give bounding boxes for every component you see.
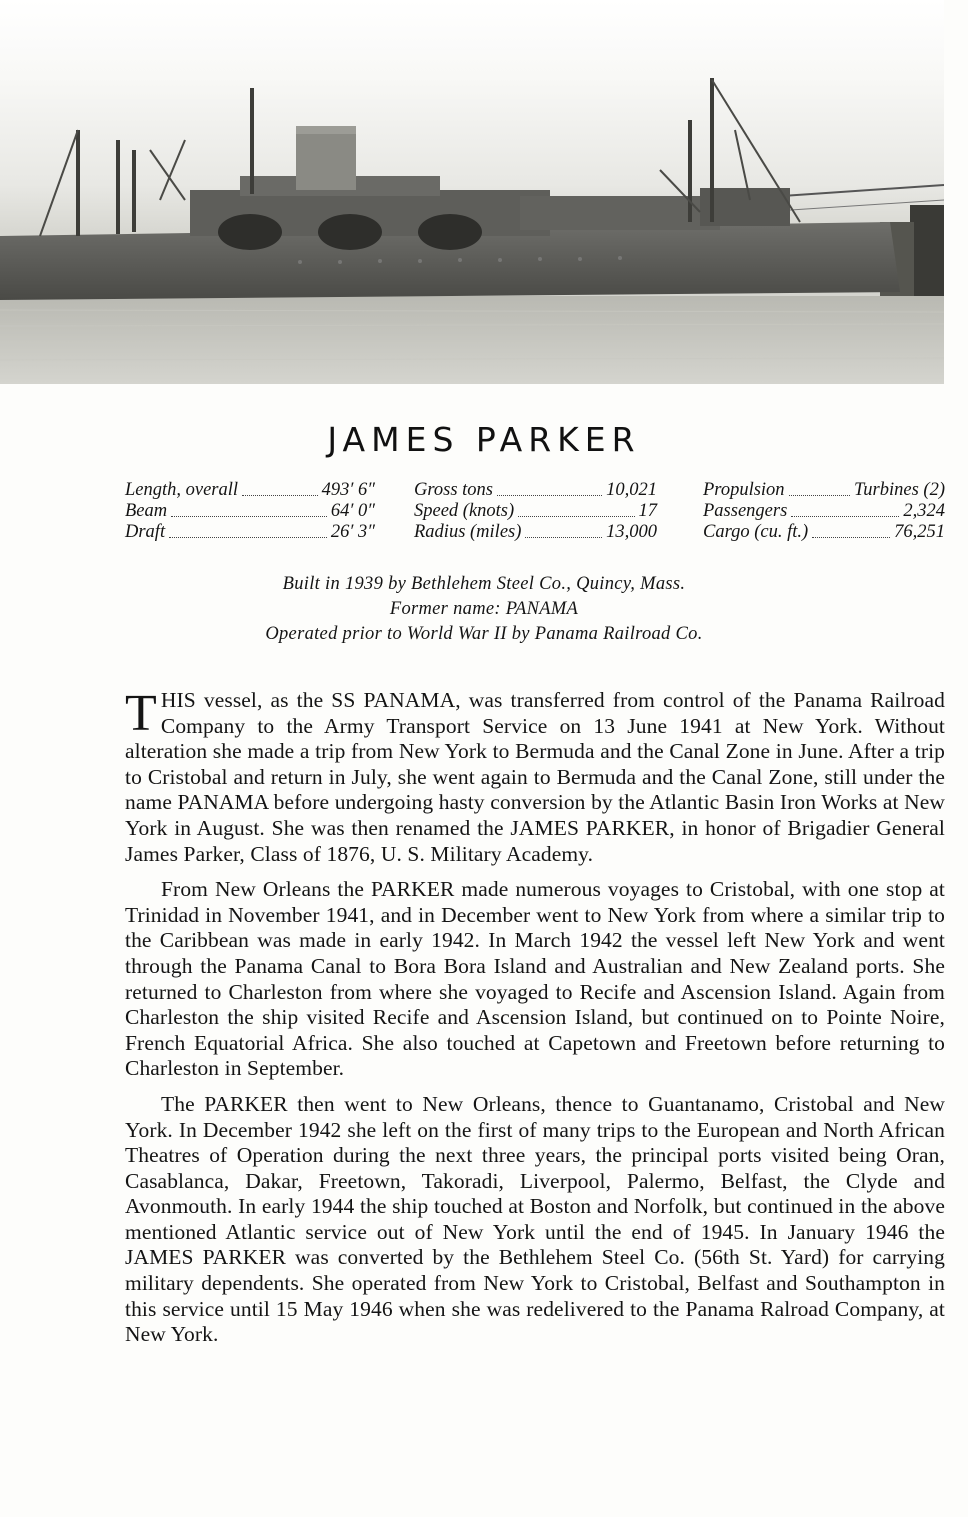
spec-value: Turbines (2) bbox=[854, 480, 945, 500]
spec-row bbox=[703, 522, 945, 543]
specs-column-capacity bbox=[703, 480, 945, 543]
specs-column-performance bbox=[414, 480, 657, 543]
spec-value: 26′ 3″ bbox=[330, 522, 375, 542]
spec-label: Length, overall bbox=[125, 480, 239, 500]
spec-row bbox=[703, 501, 945, 522]
spec-label: Cargo (cu. ft.) bbox=[703, 522, 809, 542]
spec-value: 2,324 bbox=[903, 501, 945, 521]
paragraph-text: HIS vessel, as the SS PANAMA, was transferred from control of the Panama Railroad Company to the Army Transport Service on 13 June 1941 at New York. Without alteration she made a trip from New York to Bermuda and the Canal Zone in June. After a trip to Cristobal and return in July, she went again to Bermuda and the Canal Zone, still under the name PANAMA before undergoing hasty conversion by the Atlantic Basin Iron Works at New York in August. She was then renamed the JAMES PARKER, in honor of Brigadier General James Parker, Class of 1876, U. S. Military Academy. bbox=[125, 688, 945, 866]
spec-row bbox=[125, 522, 375, 543]
paragraph bbox=[125, 685, 945, 867]
spec-label: Propulsion bbox=[703, 480, 785, 500]
history-text bbox=[125, 685, 945, 1358]
operated-line: Operated prior to World War II by Panama Railroad Co. bbox=[265, 624, 703, 644]
spec-value: 76,251 bbox=[894, 522, 945, 542]
paragraph: The PARKER then went to New Orleans, thence to Guantanamo, Cristobal and New York. In December 1942 she left on the first of many trips to the European and North African Theatres of Operation during the next three years, the principal ports visited being Oran, Casablanca, Dakar, Freetown, Takoradi, Liverpool, Palermo, Belfast, the Clyde and Avonmouth. In early 1944 the ship touched at Boston and Norfolk, but continued in the above mentioned Atlantic service out of New York until the end of 1945. In January 1946 the JAMES PARKER was converted by the Bethlehem Steel Co. (56th St. Yard) for carrying military dependents. She operated from New York to Cristobal, Belfast and Southampton in this service until 15 May 1946 when she was redelivered to the Panama Ralroad Company, at New York. bbox=[125, 1091, 945, 1347]
spec-label: Speed (knots) bbox=[414, 501, 515, 521]
spec-value: 13,000 bbox=[606, 522, 657, 542]
spec-row bbox=[414, 522, 657, 543]
spec-row bbox=[125, 501, 375, 522]
build-info bbox=[0, 572, 968, 647]
spec-row bbox=[703, 480, 945, 501]
paragraph: From New Orleans the PARKER made numerous voyages to Cristobal, with one stop at Trinidad in November 1941, and in December went to New York from where a similar trip to the Caribbean was made in early 1942. In March 1942 the vessel left New York and went through the Panama Canal to Bora Bora Island and Australian and New Zealand ports. She returned to Charleston from where she voyaged to Recife and Ascension Island. Again from Charleston the ship visited Recife and Ascension Island, but continued on to Pointe Noire, French Equatorial Africa. She also touched at Capetown and Freetown before returning to Charleston in September. bbox=[125, 877, 945, 1081]
ship-photo bbox=[0, 0, 944, 384]
drop-cap: T bbox=[125, 685, 157, 742]
built-line: Built in 1939 by Bethlehem Steel Co., Quincy, Mass. bbox=[282, 574, 686, 594]
spec-label: Radius (miles) bbox=[414, 522, 522, 542]
spec-label: Passengers bbox=[703, 501, 788, 521]
spec-value: 64′ 0″ bbox=[330, 501, 375, 521]
spec-row bbox=[125, 480, 375, 501]
spec-row bbox=[414, 480, 657, 501]
spec-label: Gross tons bbox=[414, 480, 493, 500]
former-name-line: Former name: PANAMA bbox=[389, 599, 579, 619]
spec-value: 493′ 6″ bbox=[321, 480, 375, 500]
ship-name-title: JAMES PARKER bbox=[327, 420, 641, 459]
spec-row bbox=[414, 501, 657, 522]
spec-label: Draft bbox=[125, 522, 166, 542]
specs-column-dimensions bbox=[125, 480, 375, 543]
spec-value: 17 bbox=[638, 501, 657, 521]
spec-value: 10,021 bbox=[606, 480, 657, 500]
spec-label: Beam bbox=[125, 501, 168, 521]
